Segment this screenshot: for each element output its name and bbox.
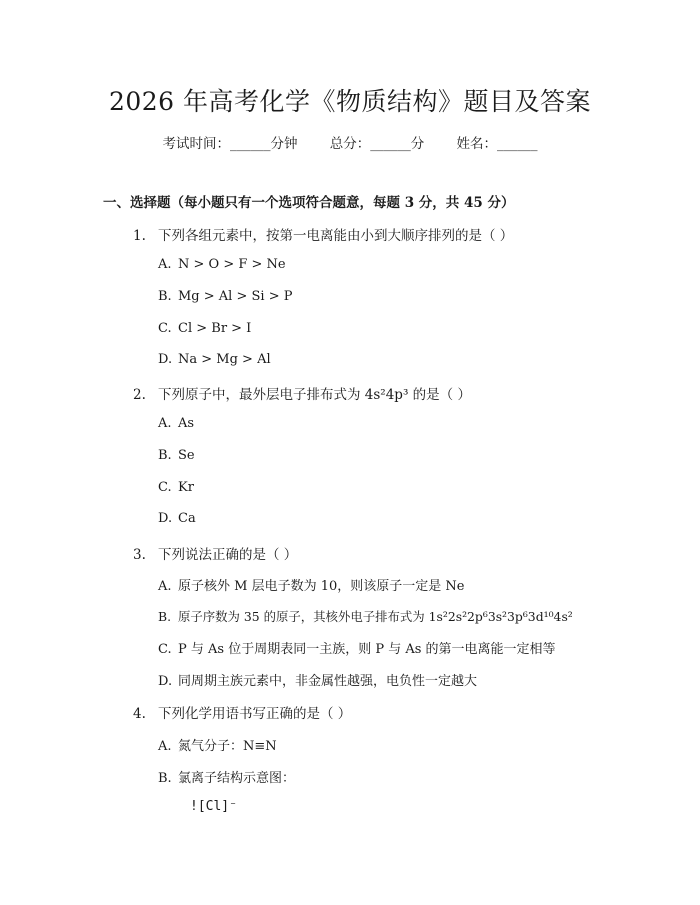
question-3-option-b [158,607,573,625]
option-letter: B. [158,771,172,786]
question-1-option-c [158,321,251,336]
question-text: 下列说法正确的是（ ） [158,547,298,563]
option-letter: A. [158,257,172,272]
option-letter: D. [158,674,173,689]
option-text: 氯离子结构示意图： [178,771,296,786]
option-text: Se [178,448,195,463]
option-text: As [178,416,195,431]
option-letter: A. [158,579,172,594]
question-3-option-c [158,638,556,657]
option-text: 原子序数为 35 的原子，其核外电子排布式为 1s²2s²2p⁶3s²3p⁶3d¹⁰4s² [178,609,573,624]
option-letter: B. [158,609,172,624]
question-number: 3. [133,547,146,563]
question-2-option-d [158,511,196,526]
question-2-option-a [158,416,194,431]
question-1-option-b [158,289,292,304]
question-text: 下列化学用语书写正确的是（ ） [158,706,352,722]
exam-meta [0,132,700,152]
option-text: Cl > Br > I [178,321,252,336]
question-2 [133,383,471,403]
question-4 [133,702,351,722]
option-text: P 与 As 位于周期表同一主族，则 P 与 As 的第一电离能一定相等 [178,642,556,657]
option-letter: A. [158,416,172,431]
question-text: 下列原子中，最外层电子排布式为 4s²4p³ 的是（ ） [158,387,471,403]
exam-score-field: 总分：______分 [329,136,425,152]
question-3-option-a [158,575,464,594]
question-4-option-a [158,735,277,754]
option-letter: A. [158,739,172,754]
page-title: 2026 年高考化学《物质结构》题目及答案 [108,87,592,116]
option-letter: D. [158,511,173,526]
option-text: 氮气分子：N≡N [178,739,277,754]
question-2-option-c [158,480,194,495]
question-text: 下列各组元素中，按第一电离能由小到大顺序排列的是（ ） [158,228,514,244]
section-heading: 一、选择题（每小题只有一个选项符合题意，每题 3 分，共 45 分） [103,195,515,211]
option-text: Na > Mg > Al [178,352,271,367]
option-text: 原子核外 M 层电子数为 10，则该原子一定是 Ne [178,579,465,594]
option-letter: B. [158,289,172,304]
option-letter: C. [158,642,172,657]
question-1 [133,224,513,244]
question-3 [133,543,297,563]
option-letter: C. [158,321,172,336]
option-letter: C. [158,480,172,495]
student-name-field: 姓名：______ [456,136,538,152]
chloride-ion-image-placeholder: ![Cl]⁻ [190,799,237,814]
option-text: N > O > F > Ne [178,257,286,272]
option-letter: D. [158,352,173,367]
option-text: Ca [178,511,196,526]
exam-time-field: 考试时间：______分钟 [162,136,298,152]
option-letter: B. [158,448,172,463]
option-text: Kr [178,480,194,495]
question-1-option-d [158,352,271,367]
question-2-option-b [158,448,195,463]
question-4-option-b [158,767,295,786]
question-number: 2. [133,387,146,403]
question-number: 4. [133,706,146,722]
question-3-option-d [158,670,477,689]
option-text: 同周期主族元素中，非金属性越强，电负性一定越大 [178,674,478,689]
question-1-option-a [158,257,286,272]
question-number: 1. [133,228,146,244]
option-text: Mg > Al > Si > P [178,289,293,304]
